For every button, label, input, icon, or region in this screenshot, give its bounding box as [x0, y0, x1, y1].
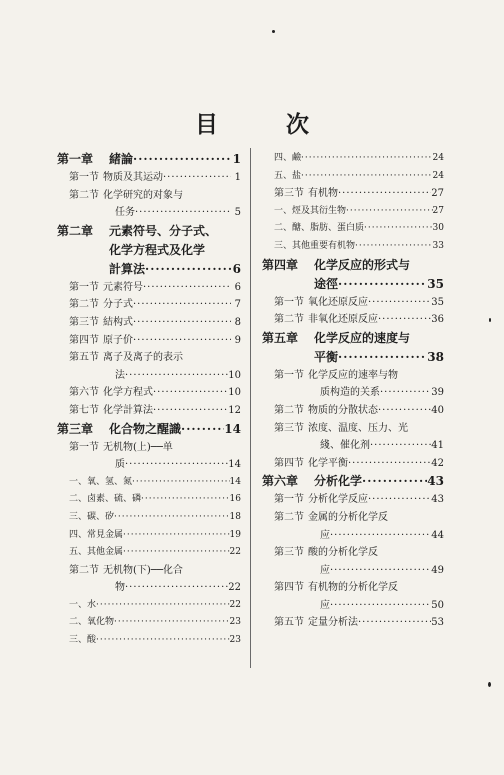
dot-leader: [410, 256, 434, 275]
toc-entry-title: 化学方程式及化学: [109, 242, 206, 257]
toc-page-number: [231, 439, 241, 457]
toc-page-number: [231, 241, 241, 260]
toc-continuation-line: [57, 367, 241, 385]
dot-leader: [380, 384, 431, 402]
toc-entry-title: 途徑: [314, 276, 339, 291]
toc-page-number: 44: [431, 529, 444, 541]
toc-entry-title: 应: [320, 564, 330, 576]
dot-leader: [362, 472, 427, 491]
dot-leader: [163, 169, 231, 187]
toc-continuation-line: [262, 562, 444, 580]
toc-entry-title: 緒論: [109, 152, 134, 166]
toc-page-number: [434, 509, 444, 527]
toc-entry-title: 物质的分散状态: [308, 404, 378, 416]
dot-leader: [368, 491, 431, 509]
toc-entry-title: 結构式: [103, 316, 133, 328]
toc-page-number: 39: [431, 387, 444, 399]
toc-continuation-line: [262, 527, 444, 545]
toc-page-number: [231, 349, 241, 367]
toc-subsection-entry: [262, 220, 444, 238]
toc-entry-title: 法: [115, 369, 125, 381]
toc-page-number: 35: [427, 276, 444, 291]
toc-entry-number: 第五节: [274, 617, 304, 629]
toc-page-number: 35: [431, 296, 444, 308]
toc-entry-title: 分析化学反应: [308, 494, 368, 506]
toc-entry-number: 第一节: [69, 172, 99, 183]
toc-page-number: 50: [431, 599, 444, 611]
dot-leader: [96, 632, 230, 650]
dot-leader: [135, 204, 231, 222]
dot-leader: [125, 367, 228, 385]
toc-chapter-entry: [57, 150, 241, 169]
toc-continuation-line: [57, 241, 241, 260]
toc-entry-number: 第二节: [274, 511, 304, 523]
toc-page-number: 5: [234, 207, 241, 219]
toc-entry-number: 第六章: [262, 474, 299, 489]
toc-page-number: 6: [234, 281, 241, 293]
toc-entry-number: 第五章: [262, 330, 299, 345]
toc-entry-title: 化学反应的速度与: [314, 330, 411, 345]
toc-entry-title: 元素符号、分子式、: [109, 223, 218, 238]
toc-page-number: 38: [427, 349, 444, 364]
toc-chapter-entry: [262, 256, 444, 275]
toc-page-number: [231, 222, 241, 241]
dot-leader: [338, 275, 427, 294]
toc-page-number: 22: [229, 599, 241, 610]
toc-entry-title: 三、碳、矽: [69, 511, 115, 522]
toc-page-number: 1: [232, 152, 241, 166]
toc-entry-title: 化学反应的速率与物: [308, 369, 398, 381]
dot-leader: [378, 311, 431, 329]
dot-leader: [183, 562, 231, 580]
dot-leader: [370, 437, 431, 455]
toc-entry-number: 第四节: [274, 457, 304, 469]
dot-leader: [217, 222, 231, 241]
toc-section-entry: [57, 332, 241, 350]
toc-page-number: 43: [431, 494, 444, 506]
dot-leader: [205, 241, 231, 260]
dot-leader: [133, 314, 231, 332]
toc-entry-title: 质构造的关系: [320, 387, 380, 399]
dot-leader: [183, 187, 231, 205]
toc-entry-title: 化学方程式: [103, 387, 153, 399]
toc-chapter-entry: [262, 329, 444, 348]
toc-entry-title: 分析化学: [314, 474, 363, 489]
toc-page-number: 12: [228, 404, 241, 416]
toc-entry-number: 第七节: [69, 404, 99, 416]
toc-subsection-entry: [57, 632, 241, 650]
toc-page-number: [231, 187, 241, 205]
toc-subsection-entry: [57, 597, 241, 615]
dot-leader: [330, 597, 431, 615]
toc-entry-title: 計算法: [109, 261, 146, 276]
toc-page-number: 24: [432, 170, 444, 181]
dot-leader: [378, 402, 431, 420]
dot-leader: [408, 420, 434, 438]
toc-section-entry: [262, 509, 444, 527]
toc-entry-number: 第一节: [69, 441, 99, 453]
toc-continuation-line: [57, 204, 241, 222]
toc-page-number: 53: [431, 617, 444, 629]
dot-leader: [145, 260, 231, 279]
toc-section-entry: [262, 402, 444, 420]
toc-entry-title: 物: [115, 582, 125, 594]
toc-entry-number: 第三节: [274, 547, 304, 559]
toc-page-number: 23: [229, 617, 241, 628]
toc-section-entry: [57, 187, 241, 205]
dot-leader: [183, 349, 231, 367]
toc-entry-title: 离子及离子的表示: [103, 352, 183, 364]
toc-page-number: 14: [228, 459, 241, 471]
toc-page-number: 7: [234, 299, 241, 311]
dot-leader: [355, 238, 433, 256]
dot-leader: [398, 579, 434, 597]
toc-subsection-entry: [262, 238, 444, 256]
dot-leader: [125, 579, 228, 597]
toc-page-number: 24: [432, 153, 444, 163]
toc-entry-title: 一、烴及其衍生物: [274, 205, 347, 216]
toc-entry-title: 綫、催化剂: [320, 440, 370, 452]
toc-left-column: [57, 150, 241, 650]
toc-section-entry: [262, 185, 444, 203]
toc-entry-title: 二、卤素、硫、磷: [69, 494, 142, 505]
toc-entry-number: 第一节: [274, 494, 304, 506]
toc-entry-number: 第二章: [57, 223, 94, 238]
toc-subsection-entry: [57, 527, 241, 545]
dot-leader: [173, 439, 231, 457]
toc-continuation-line: [262, 597, 444, 615]
toc-entry-title: 化学反应的形式与: [314, 257, 411, 272]
toc-page-number: 1: [234, 172, 241, 183]
toc-entry-number: 第二节: [69, 299, 99, 311]
toc-entry-title: 有机物: [308, 188, 338, 200]
toc-page-number: 27: [431, 188, 444, 200]
toc-section-entry: [262, 420, 444, 438]
toc-subsection-entry: [57, 544, 241, 562]
dot-leader: [348, 455, 431, 473]
toc-entry-number: 第六节: [69, 387, 99, 399]
dot-leader: [368, 294, 431, 312]
toc-section-entry: [57, 296, 241, 314]
toc-chapter-entry: [262, 472, 444, 491]
toc-entry-title: 化学平衡: [308, 457, 348, 469]
dot-leader: [114, 509, 230, 527]
dot-leader: [388, 509, 434, 527]
toc-continuation-line: [57, 579, 241, 597]
toc-subsection-entry: [57, 614, 241, 632]
toc-page-number: 10: [228, 369, 241, 381]
toc-entry-title: 无机物(下)──化合: [103, 564, 183, 576]
toc-page-number: 49: [431, 564, 444, 576]
toc-entry-number: 第三章: [57, 421, 94, 436]
toc-page-number: 43: [427, 474, 444, 489]
toc-entry-title: 四、常見金属: [69, 529, 124, 540]
toc-page-number: 22: [229, 547, 241, 558]
toc-entry-title: 五、盐: [274, 170, 302, 181]
dot-leader: [123, 544, 230, 562]
toc-entry-title: 元素符号: [103, 281, 143, 293]
toc-continuation-line: [262, 348, 444, 367]
toc-subsection-entry: [262, 150, 444, 168]
toc-page-number: 30: [432, 223, 444, 234]
dot-leader: [378, 544, 434, 562]
toc-continuation-line: [57, 260, 241, 279]
toc-page-number: 19: [229, 529, 241, 540]
toc-continuation-line: [262, 384, 444, 402]
page-title: 目 次: [194, 111, 339, 138]
toc-page-number: 16: [229, 494, 241, 505]
dot-leader: [123, 527, 230, 545]
toc-entry-number: 第五节: [69, 352, 99, 364]
toc-subsection-entry: [262, 168, 444, 186]
dot-leader: [153, 402, 228, 420]
dot-leader: [398, 367, 434, 385]
toc-page-number: 9: [234, 334, 241, 346]
toc-section-entry: [262, 579, 444, 597]
toc-entry-title: 五、其他金属: [69, 547, 124, 558]
toc-entry-title: 二、醣、脂肪、蛋白质: [274, 223, 365, 234]
toc-entry-title: 无机物(上)──单: [103, 441, 173, 453]
dot-leader: [301, 150, 433, 168]
dot-leader: [338, 185, 431, 203]
toc-page-number: 22: [228, 582, 241, 594]
toc-entry-title: 定量分析法: [308, 617, 358, 629]
toc-section-entry: [57, 402, 241, 420]
toc-entry-title: 酸的分析化学反: [308, 547, 378, 559]
toc-entry-title: 浓度、温度、压力、光: [308, 422, 408, 434]
toc-page-number: 10: [228, 387, 241, 399]
toc-entry-title: 物质及其运动: [103, 172, 163, 183]
toc-continuation-line: [57, 456, 241, 474]
toc-page-number: 33: [432, 240, 444, 251]
toc-entry-number: 第三节: [274, 422, 304, 434]
toc-entry-number: 第二节: [274, 314, 304, 326]
toc-right-column: [262, 150, 444, 632]
toc-entry-number: 第三节: [274, 188, 304, 200]
toc-continuation-line: [262, 437, 444, 455]
toc-page-number: 8: [234, 316, 241, 328]
toc-entry-number: 第四节: [274, 582, 304, 594]
dot-leader: [96, 597, 230, 615]
dot-leader: [114, 614, 230, 632]
toc-page-number: 18: [229, 511, 241, 522]
toc-page-number: [434, 420, 444, 438]
toc-entry-title: 质: [115, 459, 125, 471]
toc-entry-title: 一、水: [69, 599, 97, 610]
toc-entry-number: 第一节: [274, 296, 304, 308]
toc-entry-title: 氧化还原反应: [308, 296, 368, 308]
toc-section-entry: [262, 294, 444, 312]
toc-section-entry: [57, 384, 241, 402]
toc-entry-title: 二、氧化物: [69, 617, 115, 628]
toc-section-entry: [262, 544, 444, 562]
toc-page-number: 36: [431, 314, 444, 326]
dot-leader: [132, 474, 230, 492]
toc-entry-number: 第二节: [69, 189, 99, 201]
toc-entry-title: 一、氧、氢、氮: [69, 476, 133, 487]
toc-page-number: 41: [431, 440, 444, 452]
toc-entry-title: 化合物之醒識: [109, 421, 182, 436]
toc-section-entry: [57, 314, 241, 332]
toc-page-number: 42: [431, 457, 444, 469]
toc-entry-title: 非氧化还原反应: [308, 314, 378, 326]
toc-page-number: 6: [232, 261, 241, 276]
toc-page-number: 14: [224, 421, 241, 436]
dot-leader: [346, 203, 433, 221]
toc-subsection-entry: [57, 509, 241, 527]
scan-speck: [488, 682, 491, 687]
toc-page-number: 23: [229, 635, 241, 646]
toc-section-entry: [57, 562, 241, 580]
toc-section-entry: [57, 439, 241, 457]
toc-page-number: 27: [432, 205, 444, 216]
toc-entry-title: 应: [320, 599, 330, 611]
toc-chapter-entry: [57, 420, 241, 439]
toc-continuation-line: [262, 275, 444, 294]
toc-entry-number: 第四节: [69, 334, 99, 346]
toc-subsection-entry: [57, 491, 241, 509]
scan-speck: [489, 318, 491, 322]
dot-leader: [181, 420, 224, 439]
toc-page-number: [434, 367, 444, 385]
toc-entry-number: 第二节: [69, 564, 99, 576]
dot-leader: [133, 296, 231, 314]
toc-section-entry: [262, 455, 444, 473]
toc-section-entry: [262, 614, 444, 632]
dot-leader: [153, 384, 228, 402]
toc-entry-title: 金属的分析化学反: [308, 511, 388, 523]
toc-section-entry: [57, 169, 241, 187]
toc-page-number: [434, 544, 444, 562]
toc-entry-number: 第一节: [69, 281, 99, 293]
toc-subsection-entry: [262, 203, 444, 221]
dot-leader: [330, 527, 431, 545]
toc-section-entry: [57, 279, 241, 297]
dot-leader: [410, 329, 434, 348]
dot-leader: [301, 168, 433, 186]
toc-entry-title: 任务: [115, 207, 135, 219]
toc-entry-number: 第四章: [262, 257, 299, 272]
scan-speck: [272, 30, 275, 33]
dot-leader: [330, 562, 431, 580]
toc-page-number: 40: [431, 404, 444, 416]
dot-leader: [133, 150, 231, 169]
dot-leader: [133, 332, 231, 350]
dot-leader: [141, 491, 230, 509]
toc-chapter-entry: [57, 222, 241, 241]
dot-leader: [125, 456, 228, 474]
toc-entry-number: 第三节: [69, 316, 99, 328]
toc-page-number: [434, 329, 444, 348]
toc-page-number: [434, 256, 444, 275]
toc-entry-number: 第一章: [57, 152, 94, 166]
toc-entry-title: 分子式: [103, 299, 133, 311]
toc-section-entry: [262, 311, 444, 329]
toc-entry-title: 有机物的分析化学反: [308, 582, 398, 594]
toc-entry-number: 第二节: [274, 404, 304, 416]
toc-entry-number: 第一节: [274, 369, 304, 381]
toc-entry-title: 平衡: [314, 349, 339, 364]
dot-leader: [364, 220, 433, 238]
toc-page-number: [434, 579, 444, 597]
dot-leader: [338, 348, 427, 367]
toc-entry-title: 三、其他重要有机物: [274, 240, 356, 251]
toc-subsection-entry: [57, 474, 241, 492]
toc-entry-title: 原子价: [103, 334, 133, 346]
column-divider: [250, 148, 251, 668]
toc-entry-title: 四、鹼: [274, 153, 302, 163]
toc-page-number: [231, 562, 241, 580]
dot-leader: [143, 279, 231, 297]
toc-entry-title: 化学研究的对象与: [103, 189, 183, 201]
toc-page-number: 14: [229, 476, 241, 487]
toc-entry-title: 三、酸: [69, 635, 97, 646]
toc-entry-title: 应: [320, 529, 330, 541]
toc-section-entry: [262, 491, 444, 509]
toc-entry-title: 化学計算法: [103, 404, 153, 416]
toc-section-entry: [262, 367, 444, 385]
dot-leader: [358, 614, 431, 632]
toc-section-entry: [57, 349, 241, 367]
